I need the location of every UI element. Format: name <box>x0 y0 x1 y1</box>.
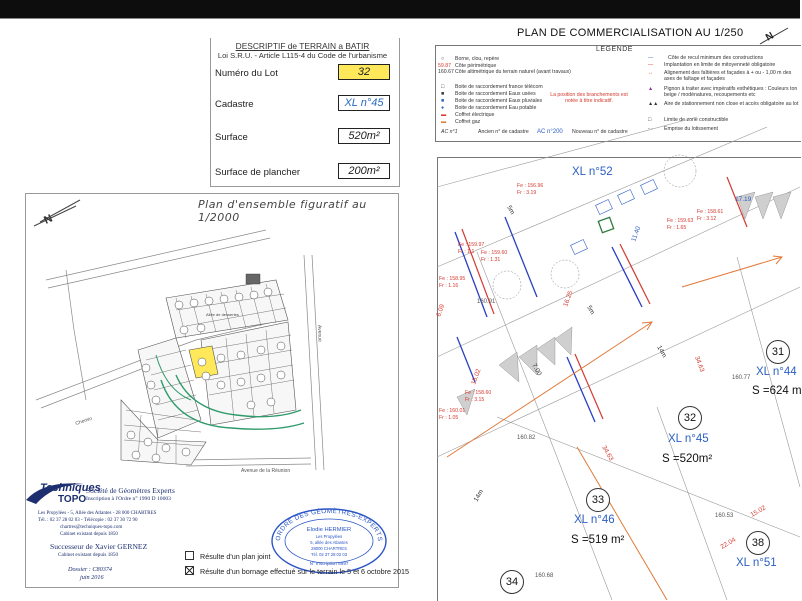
checkbox-bornage-label: Résulte d'un bornage effectué sur le terrain le 5 et 6 octobre 2015 <box>200 567 410 576</box>
legend-mitoyennete: Implantation en limite de mitoyenneté obligatoire <box>664 62 776 68</box>
legend-borne: Borne, clou, repère <box>455 56 500 62</box>
legend-code-new: AC n°200 <box>537 129 563 135</box>
legend-telecom: Boite de raccordement france télécom <box>455 84 543 90</box>
dim-7-00: 7.00 <box>530 362 543 377</box>
company-cabinet: Cabinet existant depuis 1850 <box>60 532 118 537</box>
svg-text:Avenue de la Réunion: Avenue de la Réunion <box>241 468 291 474</box>
dim-16-25: 16.25 <box>562 289 575 308</box>
legend-recul: Côte de recul minimum des constructions <box>668 55 764 61</box>
legend-stationnement: Aire de stationnement non close et accès obligatoire au lot <box>664 101 799 107</box>
legend-pignon-icon: ▲ <box>648 86 654 92</box>
lot-31-surface: S =624 m <box>752 385 802 397</box>
company-name: Société de Géomètres Experts <box>86 486 175 495</box>
fe-left-1: Fe : 159.97 <box>458 242 485 248</box>
plan-commercialisation-title: PLAN DE COMMERCIALISATION AU 1/250 <box>517 27 744 39</box>
descriptif-title: DESCRIPTIF de TERRAIN a BATIR <box>235 41 370 51</box>
stamp-line3: 5, allée des Atlantes <box>310 540 348 545</box>
top-black-bar <box>0 0 800 18</box>
fe-top-2: Fr : 3.19 <box>517 190 537 196</box>
lot-31-badge: 31 <box>766 340 790 364</box>
dim-5m-b: 5m <box>585 304 596 316</box>
legend-ep-icon: ■ <box>441 98 445 104</box>
checkbox-plan-joint[interactable] <box>185 551 271 561</box>
plan-ensemble-title: Plan d'ensemble figuratif au 1/2000 <box>198 198 367 224</box>
dim-34-63-b: 34.63 <box>600 444 615 463</box>
legend-perimetre: Côte périmétrique <box>455 63 497 69</box>
svg-text:Allée de dessertes: Allée de dessertes <box>206 312 239 317</box>
xl52-label: XL n°52 <box>572 166 613 178</box>
legend-eu-icon: ■ <box>441 91 445 97</box>
fe-left-4: Fr : 1.16 <box>439 283 459 289</box>
fe-left-3: Fe : 158.95 <box>439 276 466 282</box>
fe-left-2: Fr : 1.1 <box>458 249 475 255</box>
lot-32-cadastre: XL n°45 <box>668 433 709 445</box>
lot-38-badge: 38 <box>746 531 770 555</box>
logo-word-topo: TOPO <box>58 494 87 505</box>
company-address: Les Propylées - 5, Allée des Atlantes - 28 000 CHARTRES <box>38 511 157 516</box>
legend-altimetrique: Côte altimétrique du terrain naturel (avant travaux) <box>455 69 571 75</box>
legend-emprise-icon: - - <box>648 126 653 132</box>
legend-mitoyennete-icon: — <box>648 62 654 68</box>
fe-left-6: Fr : 1.31 <box>481 257 501 263</box>
legend-gaz-icon: ▬ <box>441 119 447 125</box>
legend-alignement-icon: ↔ <box>648 70 654 76</box>
fe-bottom-1: Fe : 158.60 <box>465 390 492 396</box>
stamp-line2: Les Propylées <box>315 534 343 539</box>
svg-text:Chemin: Chemin <box>74 415 94 427</box>
legend-constructible: Limite de zone constructible <box>664 117 729 123</box>
stamp-line4: 28000 CHARTRES <box>311 546 347 551</box>
lot-31-cadastre: XL n°44 <box>756 366 797 378</box>
alt-2: 160.82 <box>517 435 536 441</box>
legend-emprise: Emprise du lotissement <box>664 126 718 132</box>
svg-text:Avenue: Avenue <box>316 324 323 342</box>
dim-14m-a: 14m <box>655 344 668 359</box>
dim-22-04: 22.04 <box>719 536 738 551</box>
legend-pignon: Pignon à traiter avec impératifs esthétiques : Couleurs ton beige / modénatures, recoupements etc <box>664 86 798 98</box>
field-label-cadastre: Cadastre <box>215 99 254 110</box>
field-label-plancher: Surface de plancher <box>215 167 301 178</box>
geometer-stamp <box>270 507 388 575</box>
legend-symbol-borne-icon: ○ <box>441 56 445 62</box>
alt-1: 160.91 <box>477 299 496 305</box>
alt-5: 160.77 <box>732 375 751 381</box>
successor: Successeur de Xavier GERNEZ <box>50 542 148 551</box>
north-arrow-right-icon <box>760 26 790 46</box>
legend-code-old: AC n°1 <box>441 129 458 135</box>
lot-34-badge: 34 <box>500 570 524 594</box>
legend-new-cadastre: Nouveau n° de cadastre <box>572 129 628 135</box>
legend-title: LEGENDE <box>596 46 633 53</box>
dossier-date: juin 2016 <box>80 574 104 581</box>
company-phone: Tél. : 02 37 28 02 03 - Télécopie : 02 37 30 72 90 <box>38 518 138 523</box>
legend-aep: Boite de raccordement Eau potable <box>455 105 537 111</box>
dim-34-63-a: 34.63 <box>693 355 706 373</box>
fe-left-5: Fe : 159.60 <box>481 250 508 256</box>
lot-38-cadastre: XL n°51 <box>736 557 777 569</box>
check-x-icon <box>186 567 193 574</box>
field-label-lot: Numéro du Lot <box>215 68 278 79</box>
lot-33-badge: 33 <box>586 488 610 512</box>
legend-telecom-icon: □ <box>441 84 445 90</box>
legend-constructible-icon: □ <box>648 117 652 123</box>
dim-15-02-b: 15.02 <box>470 367 483 386</box>
lot-32-badge: 32 <box>678 406 702 430</box>
fe-bottom-2: Fr : 3.15 <box>465 397 485 403</box>
top-rule <box>0 18 800 19</box>
checkbox-checked[interactable] <box>185 566 194 575</box>
lot-33-surface: S =519 m² <box>571 534 625 546</box>
legend-gaz: Coffret gaz <box>455 119 481 125</box>
legend-old-cadastre: Ancien n° de cadastre <box>478 129 529 135</box>
fe-bottom-4: Fr : 1.05 <box>439 415 459 421</box>
descriptif-subtitle: Loi S.R.U. - Article L115-4 du Code de l'urbanisme <box>217 51 388 60</box>
fe-right-3: Fe : 158.61 <box>697 209 724 215</box>
stamp-inscription: N° Inscription 6997 <box>309 561 349 566</box>
fe-right-1: Fe : 159.63 <box>667 218 694 224</box>
fe-bottom-3: Fe : 160.01 <box>439 408 466 414</box>
dim-17-19: 17.19 <box>735 196 752 203</box>
svg-text:N: N <box>42 212 55 227</box>
alt-4: 160.53 <box>715 513 734 519</box>
stamp-name: Elodie HERMIER <box>306 527 352 533</box>
lot-number-value: 32 <box>338 64 390 80</box>
alt-3: 160.68 <box>535 573 554 579</box>
lot-32-surface: S =520m² <box>662 453 713 465</box>
fe-right-4: Fr : 3.12 <box>697 216 717 222</box>
fe-right-2: Fr : 1.65 <box>667 225 687 231</box>
legend-elec-icon: ▬ <box>441 112 447 118</box>
stamp-line5: Tél. 02 37 28 02 03 <box>310 552 348 557</box>
successor-sub: Cabinet existant depuis 1850 <box>58 552 119 558</box>
fe-top-1: Fe : 156.96 <box>517 183 544 189</box>
legend-stationnement-icon: ▲▲ <box>648 101 659 107</box>
dim-6-09: 6.09 <box>435 303 447 318</box>
legend-aep-icon: ● <box>441 105 445 111</box>
legend-elec: Coffret électrique <box>455 112 495 118</box>
svg-text:N: N <box>764 30 776 44</box>
dossier-number: Dossier : C80374 <box>68 566 113 573</box>
legend-branchements-note: La position des branchements est notée à titre indicatif. <box>550 92 628 104</box>
dim-15-02: 15.02 <box>749 504 768 519</box>
dim-5m-a: 5m <box>505 204 516 216</box>
checkbox-bornage[interactable] <box>185 566 409 576</box>
legend-recul-icon: — <box>648 55 654 61</box>
field-label-surface: Surface <box>215 132 248 143</box>
legend-val-1: 59.87 <box>438 63 451 69</box>
lot-33-cadastre: XL n°46 <box>574 514 615 526</box>
legend-val-2: 160.67 <box>438 69 454 75</box>
checkbox-empty[interactable] <box>185 551 194 560</box>
legend-alignement: Alignement des faîtières et façades à + ou - 1,00 m des axes de faîtage et façades <box>664 70 792 82</box>
dim-14m-b: 14m <box>472 488 486 503</box>
legend-eu: Boite de raccordement Eaux usées <box>455 91 536 97</box>
checkbox-plan-joint-label: Résulte d'un plan joint <box>200 552 271 561</box>
stamp-ring-text: ORDRE DES GÉOMÈTRES-EXPERTS <box>274 507 384 542</box>
surface-value: 520m² <box>338 128 390 144</box>
company-reg: Inscription à l'Ordre n° 1990 D 10003 <box>86 496 171 502</box>
plan-ensemble-map <box>26 210 396 480</box>
cadastre-value: XL n°45 <box>338 95 390 111</box>
legend-ep: Boite de raccordement Eaux pluviales <box>455 98 543 104</box>
logo-word-techniques: Techniques <box>40 482 101 494</box>
company-email: chartres@techniques-topo.com <box>60 525 123 530</box>
plancher-value: 200m² <box>338 163 390 179</box>
dim-11-40: 11.40 <box>630 225 643 243</box>
